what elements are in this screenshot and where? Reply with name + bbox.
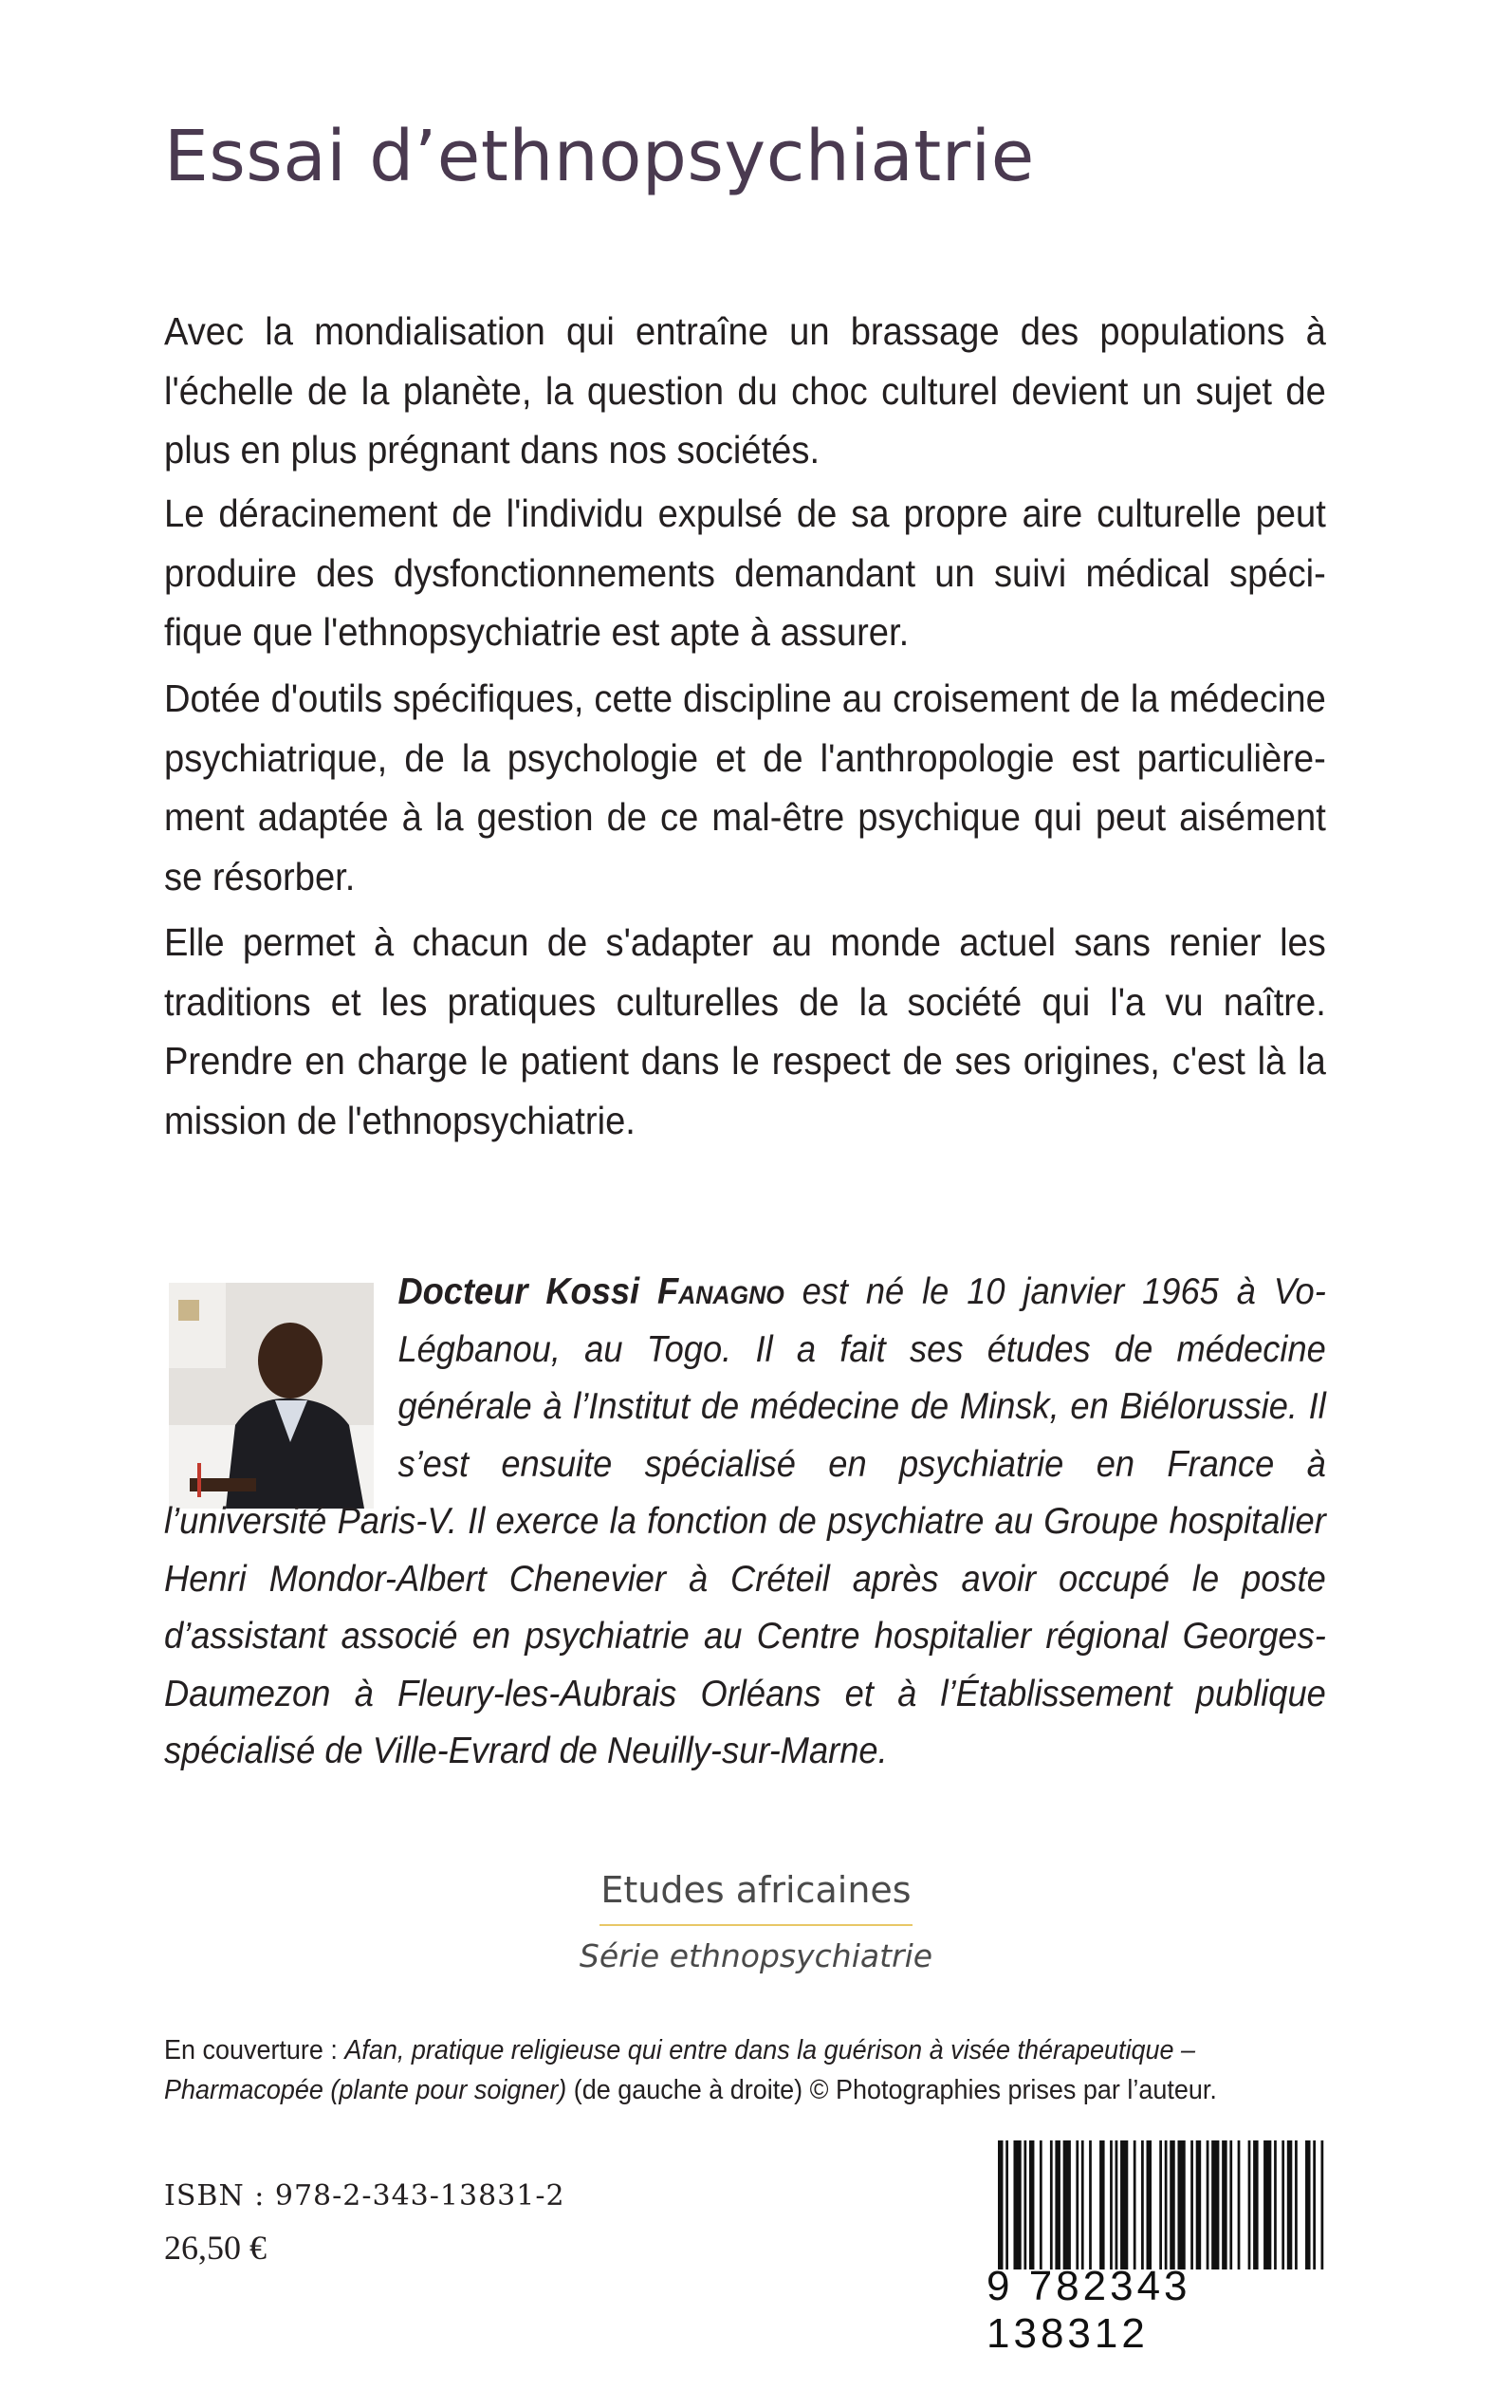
collection-divider <box>599 1924 913 1926</box>
barcode-bar <box>1110 2140 1113 2269</box>
summary-paragraph-4: Elle permet à chacun de s'adapter au monde actuel sans renier les traditions et les pratiques culturelles de la société qui l'a vu naître. Prendre en charge le patient dans le respect de ses origines, c'est là la mission de l'ethnopsychiatrie. <box>164 920 1326 1142</box>
barcode-bar <box>1055 2140 1060 2269</box>
author-name-first: Docteur Kossi <box>397 1271 658 1312</box>
barcode-bar <box>1120 2140 1128 2269</box>
credits-rest: (de gauche à droite) © Photographies prises par l’auteur. <box>566 2075 1217 2105</box>
price: 26,50 € <box>164 2229 267 2267</box>
book-title: Essai d’ethnopsychiatrie <box>164 116 1035 197</box>
barcode-bar <box>1147 2140 1152 2269</box>
barcode-bar <box>1295 2140 1298 2269</box>
barcode-bar <box>1089 2140 1092 2269</box>
cover-credits <box>164 2030 1344 2110</box>
barcode-bar <box>1050 2140 1053 2269</box>
barcode-bar <box>1170 2140 1174 2269</box>
barcode-bar <box>1141 2140 1144 2269</box>
barcode-digits: 9 782343 138312 <box>986 2263 1191 2357</box>
barcode-bar <box>1081 2140 1084 2269</box>
barcode-bar <box>1313 2140 1316 2269</box>
barcode-bar <box>1190 2140 1193 2269</box>
barcode-bar <box>1238 2140 1241 2269</box>
credits-caption: Afan, pratique religieuse qui entre dans la guérison à visée thérapeutique – Pharmacopée (plante pour soigner) <box>164 2035 1196 2105</box>
barcode-bar <box>1196 2140 1201 2269</box>
barcode-bar <box>1116 2140 1118 2269</box>
barcode-bar <box>1134 2140 1136 2269</box>
barcode-bar <box>1253 2140 1258 2269</box>
barcode-bar <box>1159 2140 1162 2269</box>
barcode-bar <box>1229 2140 1232 2269</box>
barcode-bar <box>1282 2140 1284 2269</box>
barcode-bar <box>998 2140 1003 2269</box>
barcode-bar <box>1029 2140 1034 2269</box>
barcode-bar <box>1287 2140 1292 2269</box>
barcode-bar <box>1248 2140 1251 2269</box>
barcode-bar <box>1099 2140 1104 2269</box>
author-bio-text: est né le 10 janvier 1965 à Vo-Légbanou, au Togo. Il a fait ses études de médecine générale à l’Institut de médecine de Minsk, en Biélorussie. Il s’est ensuite spécialisé en psychiatrie en France à l’université Paris-V. Il exerce la fonction de psychiatre au Groupe hospitalier Henri Mondor-Albert Chenevier à Créteil après avoir occupé le poste d’assistant associé en psychiatrie au Centre hospitalier régional Georges-Daumezon à Fleury-les-Aubrais Orléans et à l’Établissement publique spécialisé de Ville-Evrard de Neuilly-sur-Marne. <box>164 1271 1326 1771</box>
collection-name: Etudes africaines <box>600 1869 912 1911</box>
barcode-bar <box>1305 2140 1310 2269</box>
barcode-bar <box>1076 2140 1079 2269</box>
summary-paragraph-2: Le déracinement de l'individu expulsé de sa propre aire culturelle peut produire des dysfonctionnements demandant un suivi médical spéci-fique que l'ethnopsychiatrie est apte à assurer. <box>164 491 1326 654</box>
summary-paragraph-3: Dotée d'outils spécifiques, cette discipline au croisement de la médecine psychiatrique, de la psychologie et de l'anthropologie est particulière-ment adaptée à la gestion de ce mal-être psychique qui peut aisément se résorber. <box>164 676 1326 898</box>
photo-spacer <box>164 1264 397 1491</box>
barcode-bar <box>1321 2140 1324 2269</box>
barcode-bar <box>1013 2140 1021 2269</box>
barcode-bar <box>1263 2140 1271 2269</box>
barcode <box>998 2140 1326 2269</box>
barcode-bar <box>1165 2140 1168 2269</box>
summary-paragraph-1: Avec la mondialisation qui entraîne un brassage des populations à l'échelle de la planète, la question du choc culturel devient un sujet de plus en plus prégnant dans nos sociétés. <box>164 309 1326 472</box>
author-name-last: Fanagno <box>657 1271 784 1312</box>
barcode-bar <box>1177 2140 1185 2269</box>
barcode-bar <box>1274 2140 1277 2269</box>
barcode-bar <box>1222 2140 1226 2269</box>
barcode-bar <box>1063 2140 1071 2269</box>
author-bio <box>164 1264 1326 1781</box>
barcode-bar <box>1023 2140 1026 2269</box>
barcode-bar <box>1207 2140 1209 2269</box>
barcode-bar <box>1040 2140 1042 2269</box>
barcode-bar <box>1211 2140 1219 2269</box>
isbn: ISBN : 978-2-343-13831-2 <box>164 2179 565 2213</box>
credits-label: En couverture : <box>164 2035 345 2065</box>
barcode-bar <box>1005 2140 1008 2269</box>
collection-series: Série ethnopsychiatrie <box>579 1937 933 1974</box>
